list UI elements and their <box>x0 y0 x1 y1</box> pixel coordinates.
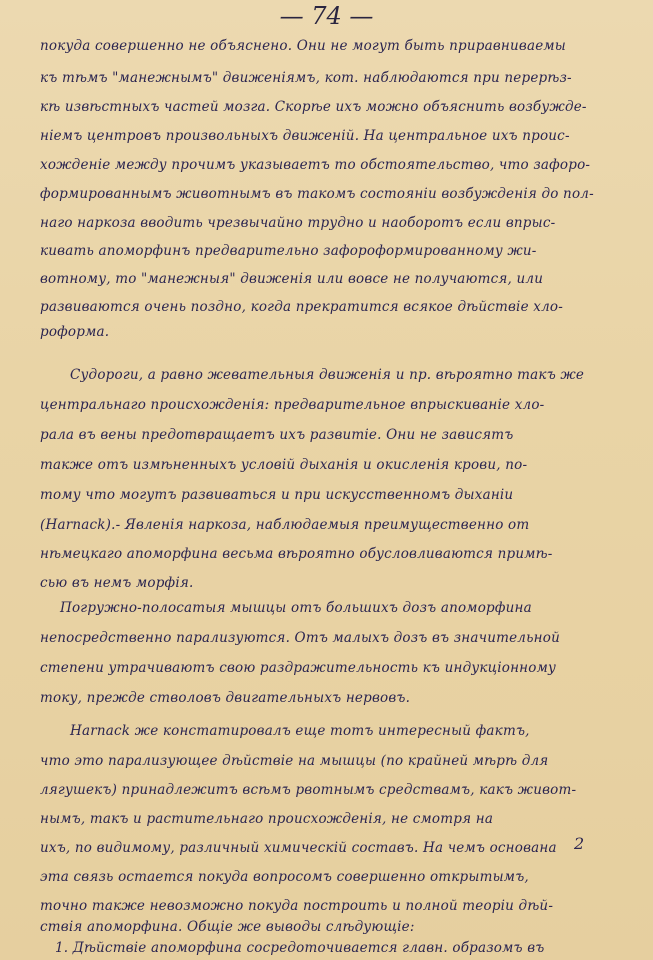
text-line: центральнаго происхожденія: предварительное впрыскиваніе хло- <box>40 397 545 413</box>
text-line: лягушекъ) принадлежитъ всѣмъ рвотнымъ средствамъ, какъ живот- <box>40 782 577 798</box>
text-line: нѣмецкаго апоморфина весьма вѣроятно обусловливаются примѣ- <box>40 546 553 562</box>
text-line: ихъ, по видимому, различный химическій составъ. На чемъ основана <box>40 840 557 856</box>
text-line: 1. Дѣйствіе апоморфина сосредоточивается главн. образомъ въ <box>55 940 545 956</box>
text-line: рала въ вены предотвращаетъ ихъ развитіе. Они не зависятъ <box>40 427 514 443</box>
text-line: степени утрачиваютъ свою раздражительность къ индукціонному <box>40 660 557 676</box>
text-line: къ тѣмъ "манежнымъ" движеніямъ, кот. наблюдаются при перерѣз- <box>40 70 572 86</box>
text-line: покуда совершенно не объяснено. Они не могут быть приравниваемы <box>40 38 567 54</box>
text-line: нымъ, такъ и растительнаго происхожденія, не смотря на <box>40 811 494 827</box>
text-line-underlined: току, прежде стволовъ двигательныхъ нервовъ. <box>40 690 411 706</box>
text-line: Harnack же констатировалъ еще тотъ интересный фактъ, <box>70 723 530 739</box>
margin-annotation: 2 <box>574 834 585 853</box>
text-line: эта связь остается покуда вопросомъ совершенно открытымъ, <box>40 869 529 885</box>
text-line: что это парализующее дѣйствіе на мышцы (по крайней мѣрѣ для <box>40 753 549 769</box>
text-line: формированнымъ животнымъ въ такомъ состояніи возбужденія до пол- <box>40 186 594 202</box>
text-line: сью въ немъ морфія. <box>40 575 194 591</box>
text-line: также отъ измѣненныхъ условій дыханія и окисленія крови, по- <box>40 457 528 473</box>
text-line: наго наркоза вводить чрезвычайно трудно и наоборотъ если впрыс- <box>40 215 556 231</box>
text-line: хожденіе между прочимъ указываетъ то обстоятельство, что зафоро- <box>40 157 591 173</box>
text-line: (Harnack).- Явленія наркоза, наблюдаемыя преимущественно от <box>40 517 530 533</box>
text-line: точно также невозможно покуда построить и полной теоріи дѣй- <box>40 898 554 914</box>
text-line: развиваются очень поздно, когда прекратится всякое дѣйствіе хло- <box>40 299 563 315</box>
text-line: кѣ извѣстныхъ частей мозга. Скорѣе ихъ можно объяснить возбужде- <box>40 99 587 115</box>
text-line: кивать апоморфинъ предварительно зафороформированному жи- <box>40 243 537 259</box>
page-number: — 74 — <box>279 2 374 30</box>
text-line: ніемъ центровъ произвольныхъ движеній. На центральное ихъ проис- <box>40 128 570 144</box>
text-line: роформа. <box>40 324 110 340</box>
text-line-underlined: ствія апоморфина. Общіе же выводы слѣдующіе: <box>40 919 415 935</box>
text-line: Судороги, а равно жевательныя движенія и пр. вѣроятно такъ же <box>70 367 585 383</box>
text-line-underlined: непосредственно парализуются. Отъ малыхъ дозъ въ значительной <box>40 630 560 646</box>
text-line: вотному, то "манежныя" движенія или вовсе не получаются, или <box>40 271 544 287</box>
text-line: тому что могутъ развиваться и при искусственномъ дыханіи <box>40 487 514 503</box>
text-line-underlined: Погружно-полосатыя мышцы отъ большихъ дозъ апоморфина <box>60 600 532 616</box>
